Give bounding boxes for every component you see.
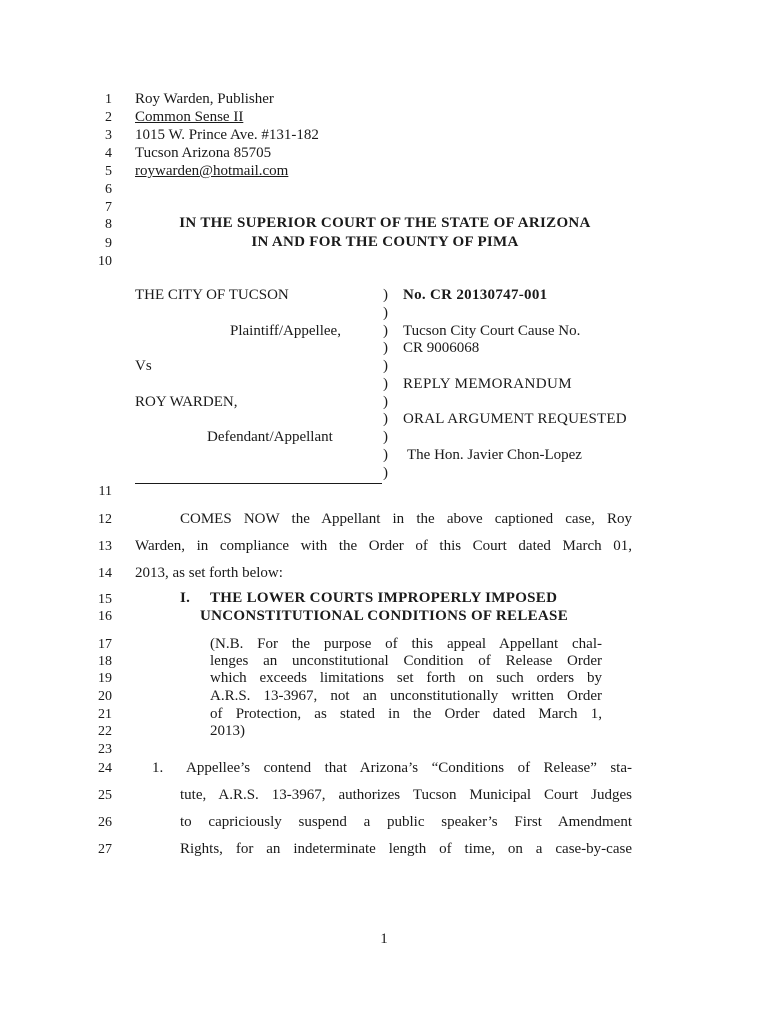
city-court-cause-number: CR 9006068 xyxy=(403,340,480,356)
line-number: 23 xyxy=(98,742,112,757)
line-number: 1 xyxy=(105,92,112,107)
caption-paren: ) xyxy=(383,323,388,339)
line-number: 11 xyxy=(98,484,112,499)
court-title-line-1: IN THE SUPERIOR COURT OF THE STATE OF ARIZONA xyxy=(179,215,591,231)
line-number: 24 xyxy=(98,761,112,776)
section-number: I. xyxy=(180,590,191,606)
body-line: 2013, as set forth below: xyxy=(135,565,283,581)
oral-argument-request: ORAL ARGUMENT REQUESTED xyxy=(403,411,627,427)
caption-paren: ) xyxy=(383,447,388,463)
line-number: 15 xyxy=(98,592,112,607)
note-line: 2013) xyxy=(210,723,245,739)
line-number: 27 xyxy=(98,842,112,857)
note-line: A.R.S. 13-3967, not an unconstitutionally written Order xyxy=(210,688,602,704)
body-line: COMES NOW the Appellant in the above captioned case, Roy xyxy=(180,511,632,527)
publisher-name: Roy Warden, Publisher xyxy=(135,91,274,107)
line-number: 7 xyxy=(105,200,112,215)
line-number: 9 xyxy=(105,236,112,251)
line-number: 19 xyxy=(98,671,112,686)
item-line: Appellee’s contend that Arizona’s “Conditions of Release” sta- xyxy=(186,760,632,776)
line-number: 20 xyxy=(98,689,112,704)
line-number: 4 xyxy=(105,146,112,161)
line-number: 10 xyxy=(98,254,112,269)
court-title-line-2: IN AND FOR THE COUNTY OF PIMA xyxy=(251,234,519,250)
caption-paren: ) xyxy=(383,287,388,303)
caption-paren: ) xyxy=(383,376,388,392)
caption-paren: ) xyxy=(383,394,388,410)
note-line: (N.B. For the purpose of this appeal Appellant chal- xyxy=(210,636,602,652)
note-line: which exceeds limitations set forth on such orders by xyxy=(210,670,602,686)
line-number: 21 xyxy=(98,707,112,722)
item-number: 1. xyxy=(152,760,164,776)
line-number: 26 xyxy=(98,815,112,830)
item-line: Rights, for an indeterminate length of time, on a case-by-case xyxy=(180,841,632,857)
caption-paren: ) xyxy=(383,465,388,481)
address-line-1: 1015 W. Prince Ave. #131-182 xyxy=(135,127,319,143)
line-number: 5 xyxy=(105,164,112,179)
caption-paren: ) xyxy=(383,429,388,445)
document-title: REPLY MEMORANDUM xyxy=(403,376,572,392)
caption-rule xyxy=(135,483,382,484)
city-court-cause-label: Tucson City Court Cause No. xyxy=(403,323,581,339)
versus-label: Vs xyxy=(135,358,152,374)
publication-name: Common Sense II xyxy=(135,109,244,125)
caption-paren: ) xyxy=(383,358,388,374)
defendant-role: Defendant/Appellant xyxy=(207,429,333,445)
caption-paren: ) xyxy=(383,340,388,356)
plaintiff-role: Plaintiff/Appellee, xyxy=(230,323,341,339)
line-number: 17 xyxy=(98,637,112,652)
page-number: 1 xyxy=(380,931,388,947)
note-line: lenges an unconstitutional Condition of Release Order xyxy=(210,653,602,669)
caption-paren: ) xyxy=(383,411,388,427)
line-number: 16 xyxy=(98,609,112,624)
line-number: 18 xyxy=(98,654,112,669)
address-line-2: Tucson Arizona 85705 xyxy=(135,145,272,161)
line-number: 22 xyxy=(98,724,112,739)
line-number: 12 xyxy=(98,512,112,527)
line-number: 14 xyxy=(98,566,112,581)
plaintiff-name: THE CITY OF TUCSON xyxy=(135,287,289,303)
item-line: tute, A.R.S. 13-3967, authorizes Tucson Municipal Court Judges xyxy=(180,787,632,803)
section-heading-line-1: THE LOWER COURTS IMPROPERLY IMPOSED xyxy=(210,590,558,606)
line-number: 25 xyxy=(98,788,112,803)
note-line: of Protection, as stated in the Order dated March 1, xyxy=(210,706,602,722)
line-number: 6 xyxy=(105,182,112,197)
line-number: 2 xyxy=(105,110,112,125)
caption-paren: ) xyxy=(383,305,388,321)
line-number: 3 xyxy=(105,128,112,143)
email-link[interactable]: roywarden@hotmail.com xyxy=(135,163,289,179)
body-line: Warden, in compliance with the Order of this Court dated March 01, xyxy=(135,538,632,554)
defendant-name: ROY WARDEN, xyxy=(135,394,238,410)
line-number: 8 xyxy=(105,217,112,232)
judge-name: The Hon. Javier Chon-Lopez xyxy=(407,447,582,463)
section-heading-line-2: UNCONSTITUTIONAL CONDITIONS OF RELEASE xyxy=(200,608,569,624)
line-number: 13 xyxy=(98,539,112,554)
case-number: No. CR 20130747-001 xyxy=(403,287,548,303)
item-line: to capriciously suspend a public speaker’s First Amendment xyxy=(180,814,632,830)
